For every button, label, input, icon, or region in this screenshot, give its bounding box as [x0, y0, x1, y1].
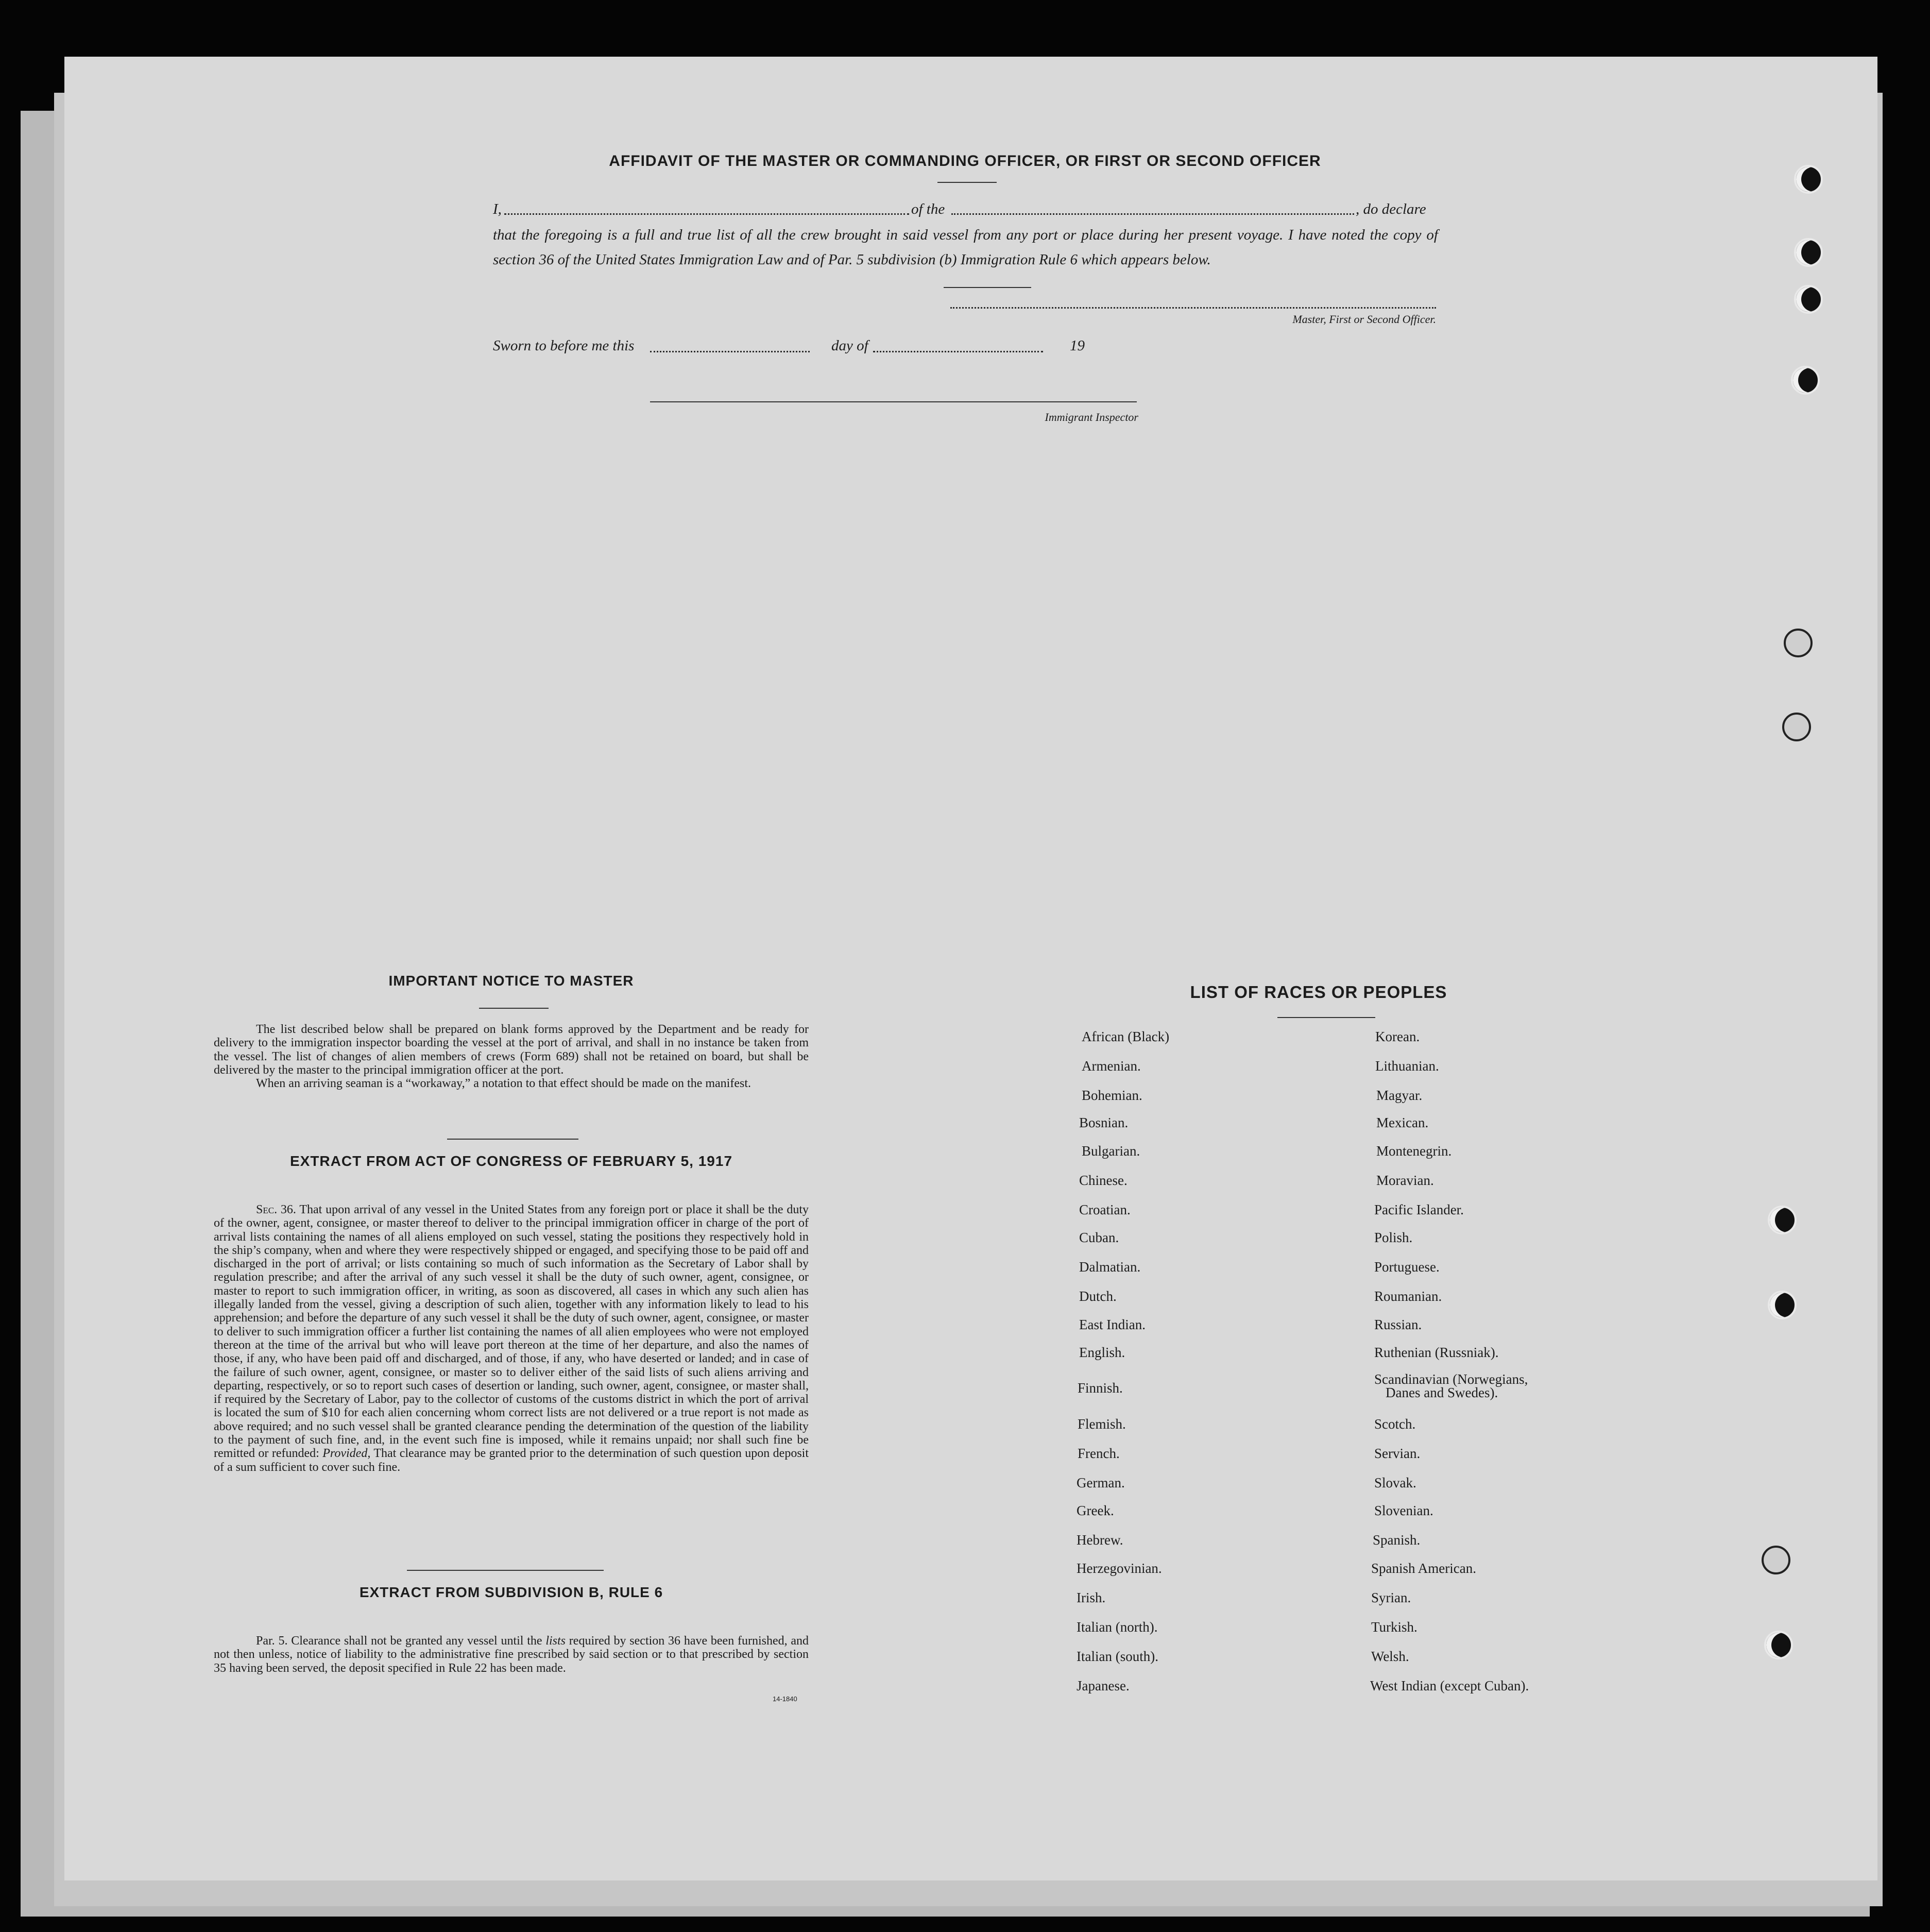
sworn-prefix: Sworn to before me this	[493, 337, 635, 354]
race-item-right: Roumanian.	[1374, 1289, 1442, 1304]
binder-hole-icon	[1791, 366, 1820, 395]
race-item-left: Flemish.	[1078, 1416, 1126, 1432]
race-item-left: Bulgarian.	[1082, 1143, 1140, 1159]
race-item-right: Scotch.	[1374, 1416, 1416, 1432]
race-item-right: Polish.	[1374, 1230, 1413, 1245]
race-item-left: Dalmatian.	[1079, 1259, 1141, 1275]
binder-hole-icon	[1768, 1206, 1797, 1234]
declarant-prefix: I,	[493, 201, 502, 217]
vessel-prefix: of the	[911, 201, 945, 217]
race-item-right: Spanish.	[1373, 1532, 1421, 1548]
race-item-right: Slovak.	[1374, 1475, 1416, 1490]
inspector-label: Immigrant Inspector	[1045, 411, 1138, 423]
race-item-left: Chinese.	[1079, 1173, 1128, 1188]
oath-text: that the foregoing is a full and true list of all the crew brought in said vessel from any port or place during her present voyage. I have noted the copy of section 36 of the United States Immigration Law and of Par. 5 subdivision (b) Immigration Rule 6 which appears below.	[493, 227, 1438, 268]
race-item-right: Montenegrin.	[1376, 1143, 1452, 1159]
divider	[407, 1570, 604, 1571]
sworn-year: 19	[1070, 337, 1085, 354]
divider	[1277, 1017, 1375, 1018]
race-item-right: Servian.	[1374, 1446, 1421, 1461]
provided-word: Provided,	[322, 1447, 371, 1461]
binder-hole-icon	[1794, 238, 1823, 267]
race-item-left: Irish.	[1077, 1590, 1106, 1605]
rule-text-end: required by section 36 have been furnished, and not then unless, notice of liability to the administrative fine prescribed by said section or to that prescribed by section 35 having been served, the deposit specified in Rule 22 has been made.	[214, 1634, 809, 1675]
rule-extract-title: EXTRACT FROM SUBDIVISION B, RULE 6	[359, 1584, 663, 1600]
race-item-right: Welsh.	[1371, 1649, 1409, 1664]
races-title: LIST OF RACES OR PEOPLES	[1190, 982, 1447, 1002]
race-item-left: English.	[1079, 1345, 1125, 1360]
race-item-left: East Indian.	[1079, 1317, 1146, 1332]
affidavit-title: AFFIDAVIT OF THE MASTER OR COMMANDING OFFICER, OR FIRST OR SECOND OFFICER	[609, 152, 1321, 170]
race-item-right: Moravian.	[1376, 1173, 1434, 1188]
act-extract-body	[214, 1203, 809, 1474]
section-text: That upon arrival of any vessel in the United States from any foreign port or place it shall be the duty of the owner, agent, consignee, or master thereof to deliver to the principal immigration officer in charge of the port of arrival lists containing the names of all aliens employed on such vessel, stating the positions they respectively hold in the ship’s company, when and where they were respectively shipped or engaged, and specifying those to be paid off and discharged in the port of arrival; or lists containing so much of such information as the Secretary of Labor shall by regulation prescribe; and after the arrival of any such vessel it shall be the duty of such owner, agent, consignee, or master to report to such immigration officer, in writing, as soon as discovered, all cases in which any such alien has illegally landed from the vessel, giving a description of such alien, together with any information likely to lead to his apprehension; and before the departure of any such vessel it shall be the duty of such owner, agent, consignee, or master to deliver to such immigration officer a further list containing the names of all alien employees who were not employed thereon at the time of the arrival but who will leave port thereon at the time of her departure, and also the names of those, if any, who have been paid off and discharged, and of those, if any, who have deserted or landed; and in case of the failure of such owner, agent, consignee, or master so to deliver either of the said lists of such aliens arriving and departing, respectively, or so to report such cases of desertion or landing, such owner, agent, consignee, or master shall, if required by the Secretary of Labor, pay to the collector of customs of the customs district in which the port of arrival is located the sum of $10 for each alien concerning whom correct lists are not delivered or a true report is not made as above required; and no such vessel shall be granted clearance pending the determination of the question of the liability to the payment of such fine, and, in the event such fine is imposed, while it remains unpaid; nor shall such fine be remitted or refunded:	[214, 1203, 809, 1461]
section-text-end: That clearance may be granted prior to the determination of such question upon deposit of a sum sufficient to cover such fine.	[214, 1447, 809, 1474]
rule-text: Par. 5. Clearance shall not be granted any vessel until the	[256, 1634, 542, 1648]
race-item-left: French.	[1078, 1446, 1120, 1461]
race-item-right: Korean.	[1375, 1029, 1420, 1044]
act-extract-title: EXTRACT FROM ACT OF CONGRESS OF FEBRUARY 5, 1917	[289, 1153, 733, 1169]
binder-hole-icon	[1764, 1631, 1793, 1659]
declare-text: , do declare	[1356, 201, 1426, 217]
race-item-left: Italian (south).	[1077, 1649, 1158, 1664]
race-item-right: Magyar.	[1376, 1088, 1423, 1103]
race-item-right: Mexican.	[1376, 1115, 1429, 1130]
race-item-right: Russian.	[1374, 1317, 1422, 1332]
race-item-left: Greek.	[1077, 1503, 1114, 1518]
race-item-right: West Indian (except Cuban).	[1370, 1678, 1529, 1693]
race-item-right: Syrian.	[1371, 1590, 1411, 1605]
race-item-right: Turkish.	[1371, 1619, 1417, 1635]
rule-extract-body	[214, 1634, 809, 1675]
binder-hole-icon	[1782, 713, 1811, 741]
binder-hole-icon	[1768, 1291, 1797, 1319]
inspector-signature-line	[650, 401, 1137, 402]
binder-hole-icon	[1794, 285, 1823, 314]
section-label: Sec. 36.	[256, 1203, 296, 1216]
binder-hole-icon	[1762, 1546, 1790, 1574]
form-page	[64, 57, 1877, 1880]
race-item-right: Portuguese.	[1374, 1259, 1440, 1275]
declaration-line	[493, 201, 1438, 219]
sworn-line	[493, 337, 1090, 356]
divider	[944, 287, 1031, 288]
race-item-left: Italian (north).	[1077, 1619, 1158, 1635]
race-item-left: Japanese.	[1077, 1678, 1130, 1693]
race-item-left: African (Black)	[1082, 1029, 1170, 1044]
race-item-left: Finnish.	[1078, 1380, 1123, 1396]
form-number: 14-1840	[773, 1695, 797, 1703]
divider	[479, 1008, 549, 1009]
notice-body	[214, 1023, 809, 1090]
race-item-left: Hebrew.	[1077, 1532, 1123, 1548]
race-item-right: Lithuanian.	[1375, 1058, 1439, 1074]
notice-title: IMPORTANT NOTICE TO MASTER	[388, 973, 634, 989]
race-item-right: Ruthenian (Russniak).	[1374, 1345, 1499, 1360]
race-item-left: Herzegovinian.	[1077, 1561, 1162, 1576]
race-item-left: Bosnian.	[1079, 1115, 1129, 1130]
race-item-right: Spanish American.	[1371, 1561, 1476, 1576]
race-item-left: Croatian.	[1079, 1202, 1131, 1217]
race-item-left: Cuban.	[1079, 1230, 1119, 1245]
race-item-left: Armenian.	[1082, 1058, 1141, 1074]
sworn-day-of: day of	[831, 337, 868, 354]
binder-hole-icon	[1784, 629, 1813, 657]
race-item-continuation: Danes and Swedes).	[1386, 1385, 1498, 1400]
race-item-right: Pacific Islander.	[1374, 1202, 1464, 1217]
divider	[447, 1139, 578, 1140]
divider	[937, 182, 997, 183]
race-item-left: German.	[1077, 1475, 1125, 1490]
race-item-right: Scandinavian (Norwegians,	[1374, 1371, 1528, 1387]
lists-word: lists	[545, 1634, 566, 1648]
race-item-left: Bohemian.	[1082, 1088, 1142, 1103]
notice-paragraph: When an arriving seaman is a “workaway,” a notation to that effect should be made on the manifest.	[256, 1077, 751, 1091]
master-signature-label: Master, First or Second Officer.	[1292, 313, 1436, 326]
notice-paragraph: The list described below shall be prepared on blank forms approved by the Department and be ready for delivery to the immigration inspector boarding the vessel at the port of arrival, and shall in no instance be taken from the vessel. The list of changes of alien members of crews (Form 689) shall not be retained on board, but shall be delivered by the master to the principal immigration officer at the port.	[214, 1023, 809, 1077]
race-item-right: Slovenian.	[1374, 1503, 1433, 1518]
race-item-left: Dutch.	[1079, 1289, 1117, 1304]
